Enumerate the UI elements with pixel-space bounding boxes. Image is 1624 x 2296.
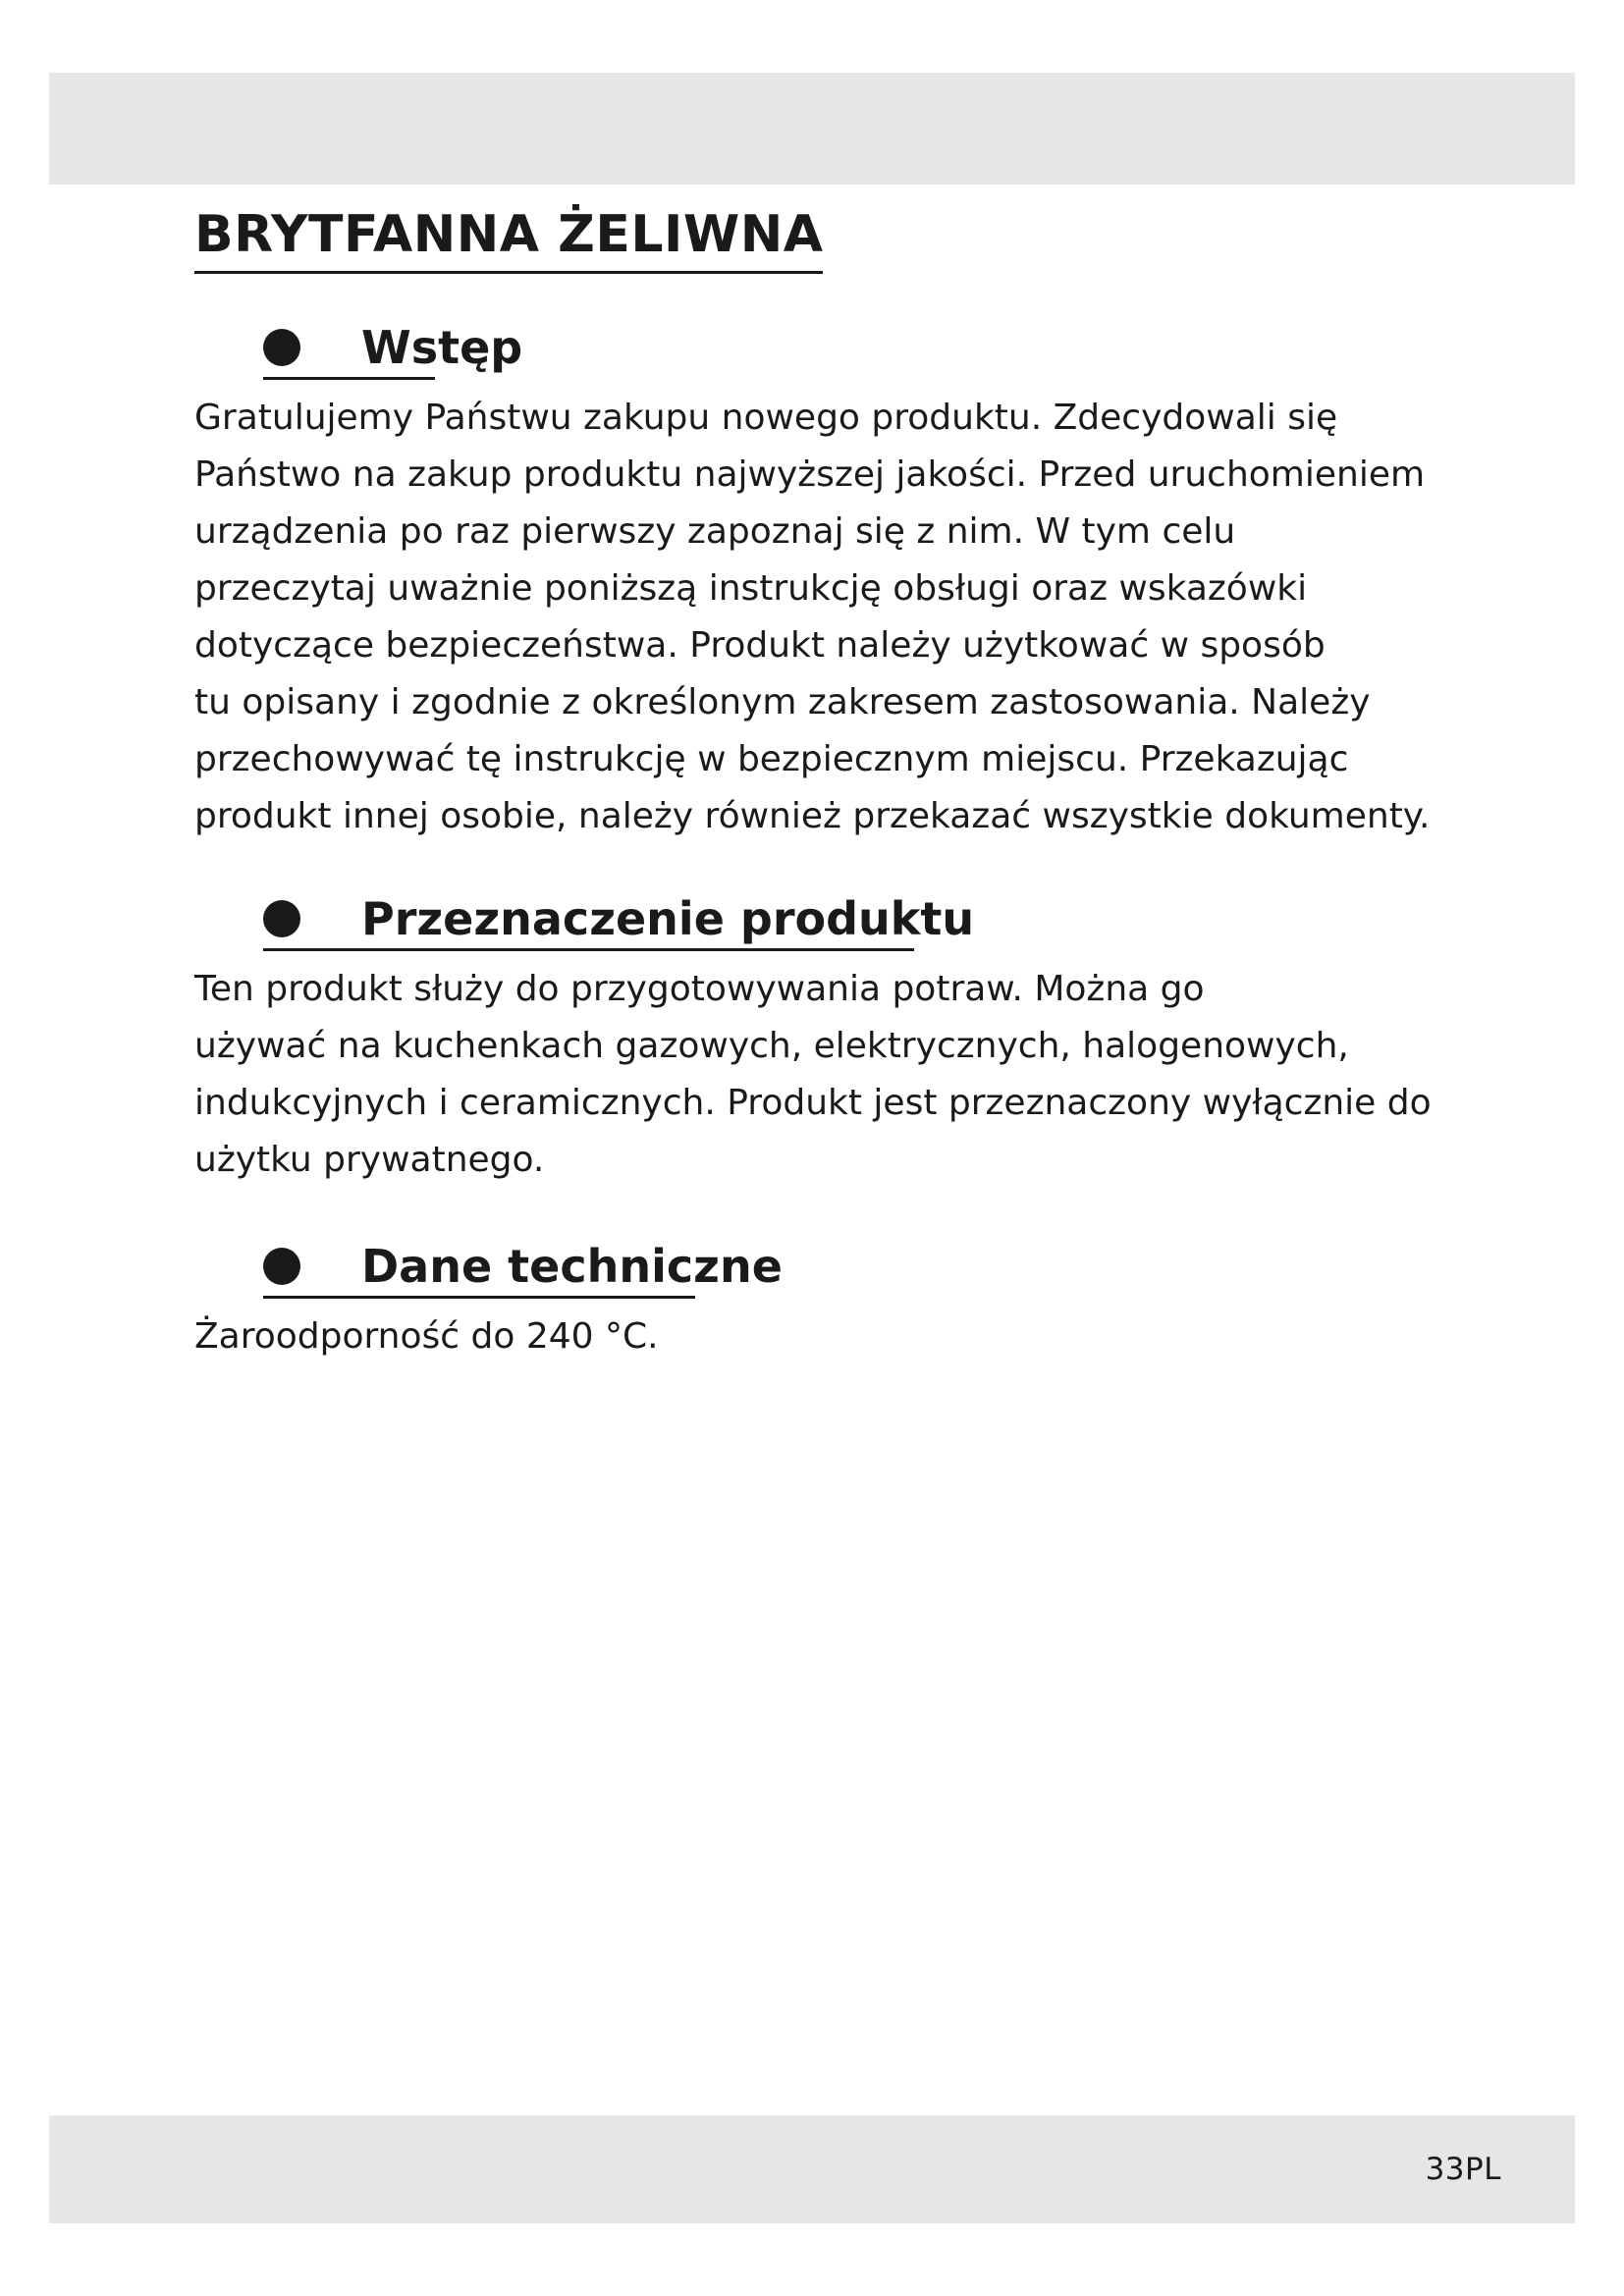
heading-underline: [263, 948, 914, 951]
footer-band: [49, 2115, 1575, 2223]
heading-underline: [263, 1296, 695, 1299]
text-line: Państwo na zakup produktu najwyższej jakości. Przed uruchomieniem: [194, 454, 1426, 495]
section-title: Przeznaczenie produktu: [361, 891, 975, 945]
heading-underline: [263, 377, 435, 380]
bullet-icon: [263, 1248, 300, 1285]
document-title: BRYTFANNA ŻELIWNA: [194, 206, 823, 274]
text-line: przeczytaj uważnie poniższą instrukcję obsługi oraz wskazówki: [194, 567, 1308, 609]
section-intro: [194, 313, 1471, 845]
section-heading: [263, 313, 1471, 382]
bullet-icon: [263, 900, 300, 937]
text-line: Żaroodporność do 240 °C.: [194, 1315, 659, 1357]
section-paragraph: [194, 961, 1471, 1189]
text-line: produkt innej osobie, należy również przekazać wszystkie dokumenty.: [194, 795, 1431, 836]
text-line: użytku prywatnego.: [194, 1139, 545, 1180]
section-heading: [263, 1232, 1471, 1301]
section-title: Wstęp: [361, 320, 523, 374]
text-line: Ten produkt służy do przygotowywania potraw. Można go: [194, 968, 1205, 1009]
page-content: [194, 206, 1471, 1365]
text-line: tu opisany i zgodnie z określonym zakresem zastosowania. Należy: [194, 681, 1371, 722]
section-paragraph: [194, 390, 1471, 845]
section-technical-data: [194, 1232, 1471, 1365]
section-paragraph: [194, 1308, 1471, 1365]
text-line: przechowywać tę instrukcję w bezpiecznym miejscu. Przekazując: [194, 738, 1349, 779]
page-number: 33PL: [1425, 2152, 1501, 2187]
bullet-icon: [263, 329, 300, 366]
header-band: [49, 73, 1575, 185]
text-line: dotyczące bezpieczeństwa. Produkt należy użytkować w sposób: [194, 624, 1326, 666]
text-line: Gratulujemy Państwu zakupu nowego produktu. Zdecydowali się: [194, 397, 1338, 438]
section-purpose: [194, 884, 1471, 1189]
section-heading: [263, 884, 1471, 953]
text-line: indukcyjnych i ceramicznych. Produkt jest przeznaczony wyłącznie do: [194, 1082, 1432, 1123]
text-line: używać na kuchenkach gazowych, elektrycznych, halogenowych,: [194, 1025, 1349, 1066]
section-title: Dane techniczne: [361, 1239, 783, 1293]
text-line: urządzenia po raz pierwszy zapoznaj się z nim. W tym celu: [194, 510, 1236, 552]
